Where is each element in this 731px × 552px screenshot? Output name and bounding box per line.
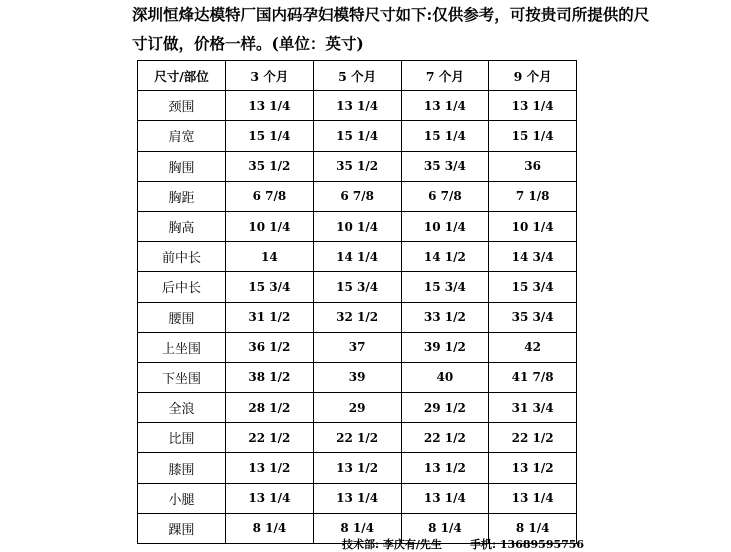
header-month-9: 9 个月 [489,61,577,91]
row-value-cell: 31 1/2 [226,302,314,332]
row-value-cell: 13 1/4 [313,483,401,513]
row-value-cell: 31 3/4 [489,393,577,423]
row-part-label: 肩宽 [138,121,226,151]
table-row [138,242,577,272]
table-row [138,362,577,392]
row-part-label: 胸围 [138,151,226,181]
row-value-cell: 22 1/2 [401,423,489,453]
row-value-cell: 33 1/2 [401,302,489,332]
row-part-label: 胸距 [138,181,226,211]
row-value-cell: 37 [313,332,401,362]
row-value-cell: 40 [401,362,489,392]
row-value-cell: 39 1/2 [401,332,489,362]
row-value-cell: 29 [313,393,401,423]
row-value-cell: 32 1/2 [313,302,401,332]
row-value-cell: 10 1/4 [313,211,401,241]
row-value-cell: 42 [489,332,577,362]
row-value-cell: 8 1/4 [226,513,314,543]
row-value-cell: 10 1/4 [401,211,489,241]
table-row [138,332,577,362]
row-part-label: 胸高 [138,211,226,241]
row-part-label: 下坐围 [138,362,226,392]
row-value-cell: 15 3/4 [489,272,577,302]
row-value-cell: 36 [489,151,577,181]
table-row [138,423,577,453]
row-value-cell: 15 1/4 [489,121,577,151]
row-value-cell: 15 1/4 [226,121,314,151]
header-month-7: 7 个月 [401,61,489,91]
row-value-cell: 13 1/2 [401,453,489,483]
row-part-label: 小腿 [138,483,226,513]
row-value-cell: 6 7/8 [401,181,489,211]
header-month-3: 3 个月 [226,61,314,91]
size-table [137,60,577,544]
row-value-cell: 36 1/2 [226,332,314,362]
row-value-cell: 28 1/2 [226,393,314,423]
row-part-label: 后中长 [138,272,226,302]
row-value-cell: 13 1/4 [226,483,314,513]
row-value-cell: 6 7/8 [226,181,314,211]
row-value-cell: 14 1/4 [313,242,401,272]
row-part-label: 颈围 [138,91,226,121]
row-value-cell: 38 1/2 [226,362,314,392]
table-row [138,121,577,151]
row-value-cell: 13 1/4 [489,91,577,121]
row-part-label: 全浪 [138,393,226,423]
row-value-cell: 14 [226,242,314,272]
row-part-label: 腰围 [138,302,226,332]
row-value-cell: 13 1/4 [401,483,489,513]
table-row [138,453,577,483]
row-value-cell: 7 1/8 [489,181,577,211]
row-value-cell: 35 3/4 [489,302,577,332]
table-header-row [138,61,577,91]
row-value-cell: 39 [313,362,401,392]
row-value-cell: 14 1/2 [401,242,489,272]
row-value-cell: 6 7/8 [313,181,401,211]
table-row [138,272,577,302]
row-value-cell: 8 1/4 [401,513,489,543]
table-row [138,151,577,181]
row-value-cell: 15 3/4 [401,272,489,302]
table-row [138,211,577,241]
row-value-cell: 8 1/4 [489,513,577,543]
row-value-cell: 41 7/8 [489,362,577,392]
row-part-label: 比围 [138,423,226,453]
intro-line-2: 寸订做，价格一样。(单位：英寸) [132,34,364,53]
table-row [138,393,577,423]
row-value-cell: 13 1/2 [489,453,577,483]
row-part-label: 上坐围 [138,332,226,362]
row-value-cell: 22 1/2 [313,423,401,453]
intro-text [132,0,727,58]
row-value-cell: 13 1/4 [489,483,577,513]
row-part-label: 踝围 [138,513,226,543]
row-value-cell: 29 1/2 [401,393,489,423]
row-value-cell: 35 3/4 [401,151,489,181]
row-value-cell: 35 1/2 [313,151,401,181]
table-row [138,302,577,332]
row-value-cell: 22 1/2 [489,423,577,453]
row-value-cell: 10 1/4 [489,211,577,241]
row-value-cell: 14 3/4 [489,242,577,272]
row-value-cell: 15 3/4 [313,272,401,302]
footer-phone: 手机: 13689595756 [470,538,585,551]
row-part-label: 前中长 [138,242,226,272]
row-value-cell: 13 1/4 [226,91,314,121]
row-part-label: 膝围 [138,453,226,483]
footer-contact: 技术部: 李庆有/先生 [342,538,442,551]
row-value-cell: 15 1/4 [401,121,489,151]
row-value-cell: 15 3/4 [226,272,314,302]
row-value-cell: 13 1/4 [313,91,401,121]
row-value-cell: 13 1/2 [226,453,314,483]
row-value-cell: 15 1/4 [313,121,401,151]
header-month-5: 5 个月 [313,61,401,91]
table-row [138,483,577,513]
table-row [138,181,577,211]
table-row [138,91,577,121]
row-value-cell: 13 1/2 [313,453,401,483]
row-value-cell: 35 1/2 [226,151,314,181]
intro-line-1: 深圳恒烽达模特厂国内码孕妇模特尺寸如下:仅供参考，可按贵司所提供的尺 [132,5,650,24]
row-value-cell: 10 1/4 [226,211,314,241]
row-value-cell: 13 1/4 [401,91,489,121]
row-value-cell: 8 1/4 [313,513,401,543]
header-part: 尺寸/部位 [138,61,226,91]
row-value-cell: 22 1/2 [226,423,314,453]
